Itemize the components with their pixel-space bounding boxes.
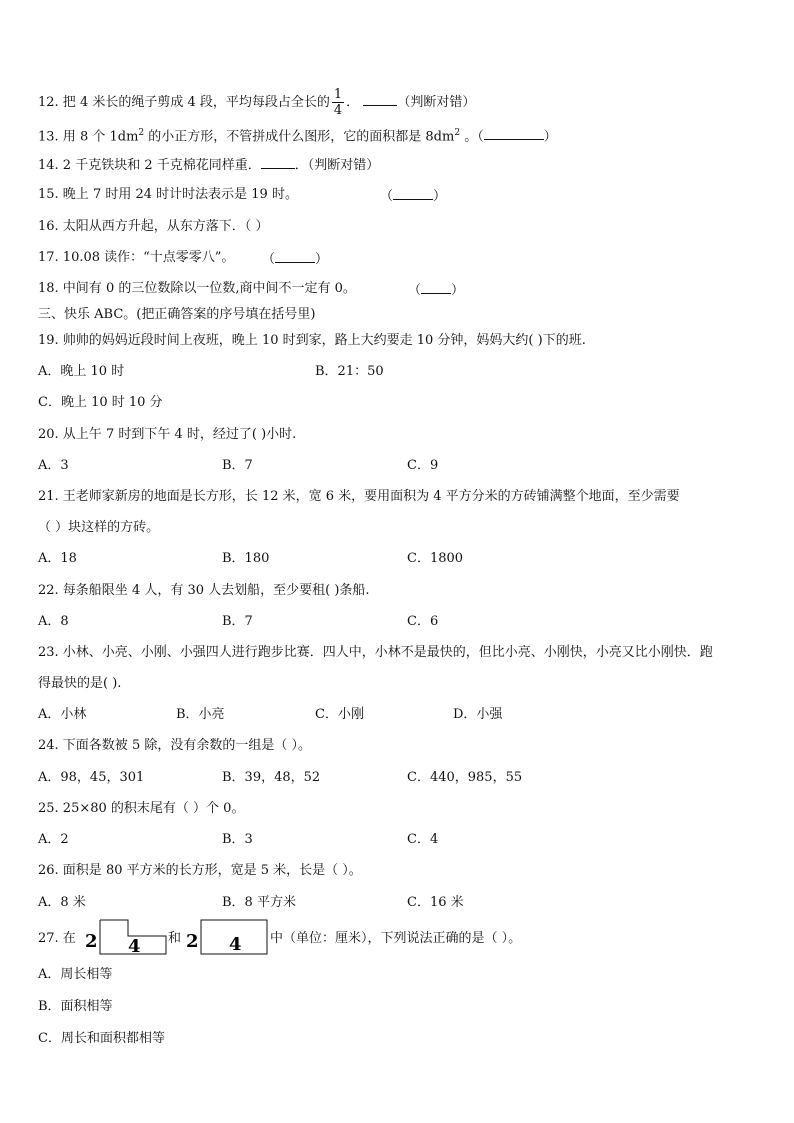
answer-blank[interactable] bbox=[393, 186, 433, 200]
q26-option-a[interactable]: A．8 米 bbox=[38, 895, 86, 910]
question-22: 22. 每条船限坐 4 人，有 30 人去划船，至少要租( )条船. bbox=[38, 583, 370, 598]
answer-blank[interactable] bbox=[363, 92, 397, 106]
paren-close: ） bbox=[433, 189, 447, 204]
answer-blank[interactable] bbox=[484, 126, 544, 140]
question-14 bbox=[38, 155, 379, 175]
q20-option-b[interactable]: B．7 bbox=[222, 458, 253, 473]
question-16 bbox=[38, 218, 268, 236]
q27-option-c[interactable]: C．周长和面积都相等 bbox=[38, 1031, 165, 1046]
superscript: 2 bbox=[138, 128, 145, 138]
q15-answer-paren bbox=[380, 186, 446, 206]
question-23: 23. 小林、小亮、小刚、小强四人进行跑步比赛．四人中，小林不是最快的，但比小亮、小刚快，小亮又比小刚快．跑 bbox=[38, 645, 713, 660]
q14-judge-label: ．（判断对错） bbox=[294, 158, 380, 173]
section-3-title: 三、快乐 ABC。(把正确答案的序号填在括号里) bbox=[38, 307, 316, 322]
q20-option-a[interactable]: A．3 bbox=[38, 458, 69, 473]
fraction-denominator: 4 bbox=[333, 103, 343, 118]
question-12 bbox=[38, 87, 475, 118]
paren-open: （ bbox=[262, 252, 276, 267]
q24-option-c[interactable]: C．440，985，55 bbox=[407, 770, 523, 785]
q13-text-a: 13. 用 8 个 1dm bbox=[38, 129, 139, 145]
q17-text: 17. 10.08 读作：“十点零零八”。 bbox=[38, 250, 235, 265]
question-21: 21. 王老师家新房的地面是长方形，长 12 米，宽 6 米，要用面积为 4 平方分米的方砖铺满整个地面，至少需要 bbox=[38, 489, 680, 504]
fig2-side-label: 2 bbox=[186, 931, 199, 952]
q13-text-c: 。（ bbox=[460, 129, 484, 145]
q23-option-d[interactable]: D．小强 bbox=[453, 707, 503, 722]
q25-option-b[interactable]: B．3 bbox=[222, 832, 253, 847]
question-21-cont: （ ）块这样的方砖。 bbox=[38, 520, 160, 535]
paren-open: （ bbox=[380, 189, 394, 204]
q27-option-a[interactable]: A．周长相等 bbox=[38, 967, 113, 982]
question-15 bbox=[38, 186, 298, 204]
q23-option-c[interactable]: C．小刚 bbox=[315, 707, 364, 722]
q22-option-b[interactable]: B．7 bbox=[222, 614, 253, 629]
question-17 bbox=[38, 249, 234, 267]
question-23-cont: 得最快的是( ). bbox=[38, 676, 122, 691]
question-13 bbox=[38, 124, 557, 146]
answer-blank[interactable] bbox=[421, 280, 451, 294]
q13-text-b: 的小正方形，不管拼成什么图形，它的面积都是 8dm bbox=[144, 129, 455, 145]
q12-judge-label: （判断对错） bbox=[397, 95, 476, 110]
paren-open: （ bbox=[408, 283, 422, 298]
q20-option-c[interactable]: C．9 bbox=[407, 458, 439, 473]
q15-text: 15. 晚上 7 时用 24 时计时法表示是 19 时。 bbox=[38, 187, 298, 202]
q18-answer-paren bbox=[408, 280, 464, 300]
paren-close: ） bbox=[451, 283, 465, 298]
q19-option-b[interactable]: B．21：50 bbox=[315, 364, 384, 379]
q12-text: 12. 把 4 米长的绳子剪成 4 段，平均每段占全长的 bbox=[38, 95, 330, 110]
question-26: 26. 面积是 80 平方米的长方形，宽是 5 米，长是（ ）。 bbox=[38, 863, 362, 878]
q25-option-c[interactable]: C．4 bbox=[407, 832, 439, 847]
q21-option-b[interactable]: B．180 bbox=[222, 551, 270, 566]
question-27-prefix: 27. 在 bbox=[38, 931, 76, 946]
q19-option-a[interactable]: A．晚上 10 时 bbox=[38, 364, 125, 379]
q21-option-a[interactable]: A．18 bbox=[38, 551, 77, 566]
fig1-bottom-label: 4 bbox=[128, 936, 141, 956]
paren-close: ） bbox=[315, 252, 329, 267]
q16-text: 16. 太阳从西方升起，从东方落下．（ ） bbox=[38, 219, 269, 234]
q25-option-a[interactable]: A．2 bbox=[38, 832, 69, 847]
q27-option-b[interactable]: B．面积相等 bbox=[38, 999, 113, 1014]
q19-option-c[interactable]: C．晚上 10 时 10 分 bbox=[38, 395, 163, 410]
fraction-one-quarter bbox=[332, 87, 344, 118]
question-24: 24. 下面各数被 5 除，没有余数的一组是（ ）。 bbox=[38, 738, 311, 753]
q23-option-b[interactable]: B．小亮 bbox=[176, 707, 225, 722]
question-20: 20. 从上午 7 时到下午 4 时，经过了( )小时. bbox=[38, 427, 297, 442]
question-27-mid: 和 bbox=[168, 931, 182, 946]
q18-text: 18. 中间有 0 的三位数除以一位数,商中间不一定有 0。 bbox=[38, 281, 356, 296]
q24-option-b[interactable]: B．39，48，52 bbox=[222, 770, 321, 785]
fig1-side-label: 2 bbox=[85, 931, 98, 952]
q12-period: ． bbox=[346, 95, 360, 110]
answer-blank[interactable] bbox=[275, 249, 315, 263]
q22-option-c[interactable]: C．6 bbox=[407, 614, 439, 629]
q23-option-a[interactable]: A．小林 bbox=[38, 707, 87, 722]
figure-step-shape bbox=[82, 918, 168, 956]
q14-text: 14. 2 千克铁块和 2 千克棉花同样重． bbox=[38, 158, 261, 173]
fig2-bottom-label: 4 bbox=[229, 934, 242, 955]
q22-option-a[interactable]: A．8 bbox=[38, 614, 69, 629]
q24-option-a[interactable]: A．98，45，301 bbox=[38, 770, 145, 785]
question-18 bbox=[38, 280, 356, 298]
superscript: 2 bbox=[454, 128, 461, 138]
question-27-suffix: 中（单位：厘米），下列说法正确的是（ ）。 bbox=[270, 931, 522, 946]
question-25: 25. 25×80 的积末尾有（ ）个 0。 bbox=[38, 801, 245, 816]
question-19: 19. 帅帅的妈妈近段时间上夜班，晚上 10 时到家，路上大约要走 10 分钟，妈妈大约( )下的班. bbox=[38, 333, 586, 348]
q26-option-c[interactable]: C．16 米 bbox=[407, 895, 464, 910]
q26-option-b[interactable]: B．8 平方米 bbox=[222, 895, 296, 910]
q13-text-d: ） bbox=[543, 129, 557, 145]
fraction-numerator: 1 bbox=[333, 87, 343, 102]
figure-rectangle bbox=[183, 918, 269, 956]
answer-blank[interactable] bbox=[261, 155, 295, 169]
q17-answer-paren bbox=[262, 249, 328, 269]
q21-option-c[interactable]: C．1800 bbox=[407, 551, 464, 566]
